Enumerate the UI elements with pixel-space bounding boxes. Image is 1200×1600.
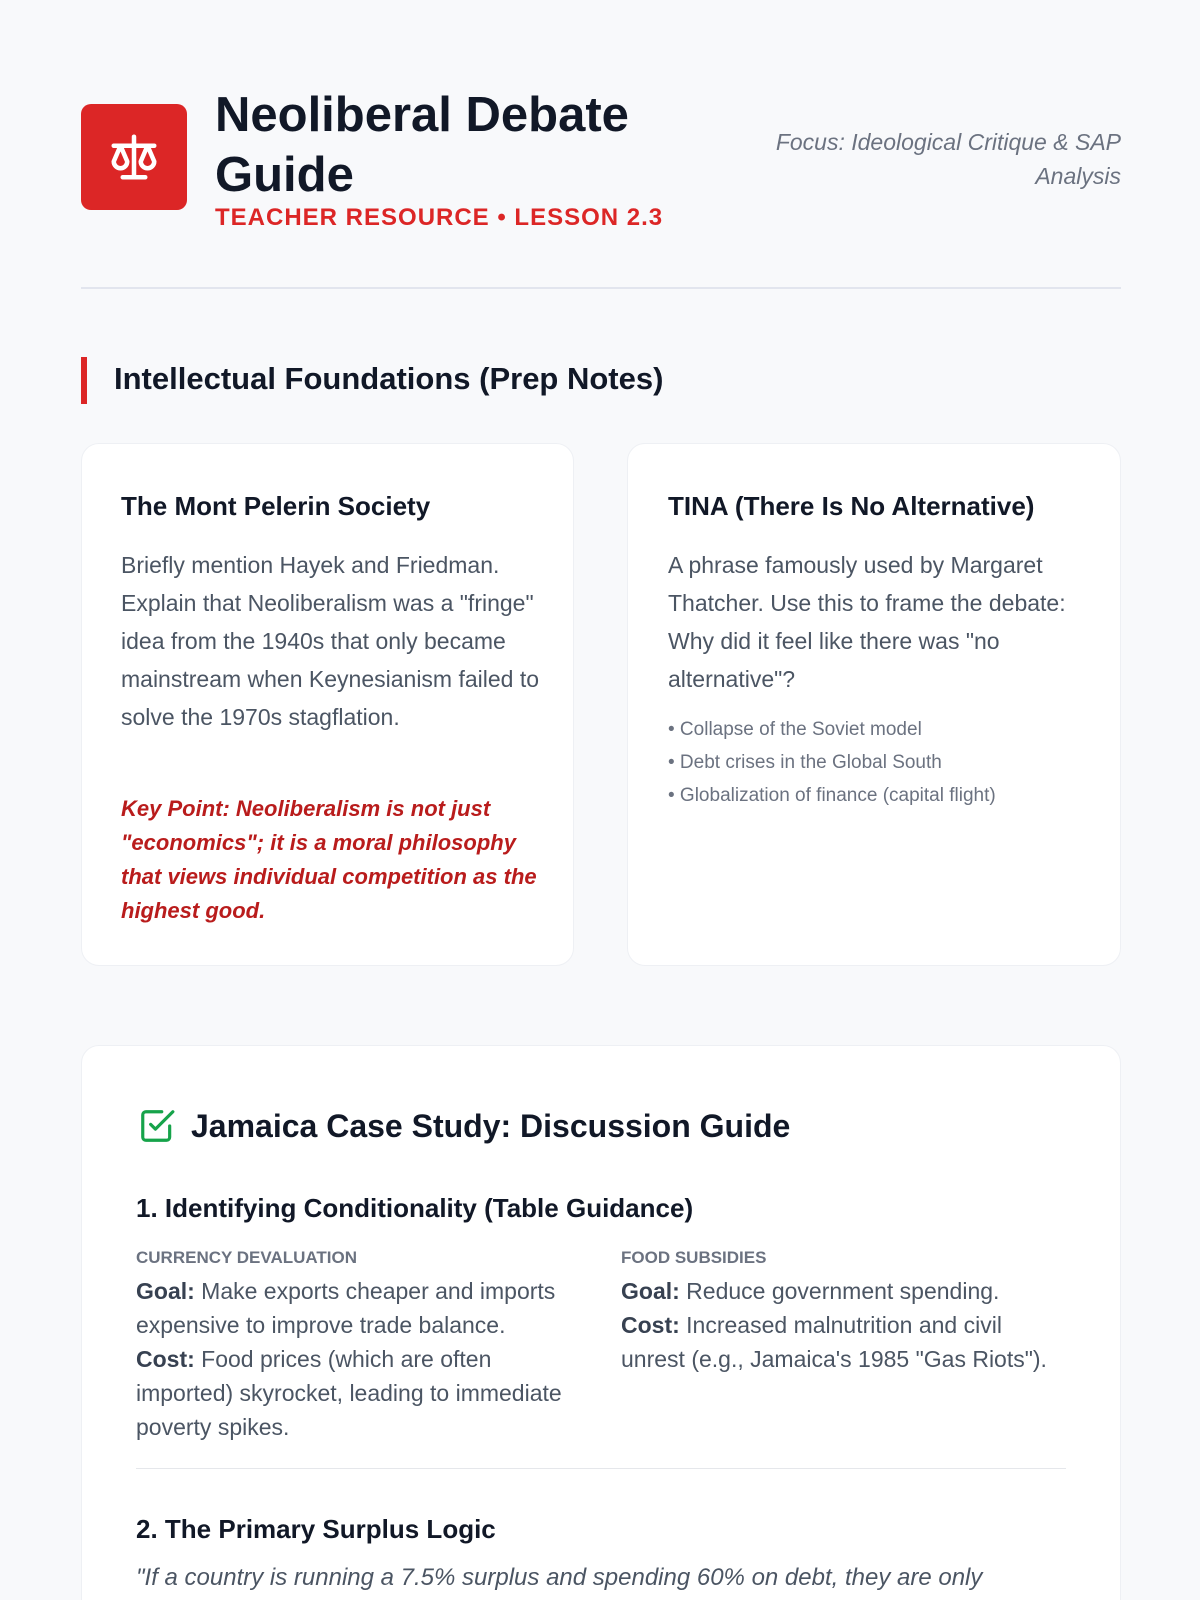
page-header (81, 85, 1121, 235)
checkbox-icon (138, 1107, 176, 1145)
discussion-guide-card (81, 1045, 1121, 1600)
card-body: A phrase famously used by Margaret Thatcher. Use this to frame the debate: Why did it feel like there was "no alternative"? (668, 552, 1066, 692)
header-divider (81, 287, 1121, 289)
goal-text: Reduce government spending. (679, 1278, 1000, 1304)
goal-label: Goal: (621, 1278, 680, 1304)
key-point: Key Point: Neoliberalism is not just "economics"; it is a moral philosophy that views individual competition as the highest good. (121, 796, 537, 923)
bullet-list (668, 713, 996, 812)
cost-label: Cost: (621, 1312, 680, 1338)
column-text (621, 1274, 1051, 1376)
scale-icon (107, 130, 161, 184)
cost-text: Food prices (which are often imported) skyrocket, leading to immediate poverty spikes. (136, 1346, 562, 1440)
column-label: FOOD SUBSIDIES (621, 1248, 767, 1267)
section-accent-bar (81, 357, 87, 404)
divider (136, 1468, 1066, 1469)
focus-note: Focus: Ideological Critique & SAP Analysis (775, 129, 1121, 189)
guide-title: Jamaica Case Study: Discussion Guide (191, 1107, 791, 1144)
logo (81, 104, 187, 210)
guide-header (138, 1107, 790, 1145)
column-text (136, 1274, 566, 1444)
list-item: • Collapse of the Soviet model (668, 719, 922, 740)
card-body: Briefly mention Hayek and Friedman. Explain that Neoliberalism was a "fringe" idea from the 1940s that only became mainstream when Keynesianism failed to solve the 1970s stagflation. (121, 552, 540, 730)
food-subsidies-column (621, 1248, 1051, 1376)
tina-card (627, 443, 1121, 966)
cost-text: Increased malnutrition and civil unrest (e.g., Jamaica's 1985 "Gas Riots"). (621, 1312, 1047, 1372)
currency-devaluation-column (136, 1248, 566, 1444)
list-item: • Globalization of finance (capital flight) (668, 785, 996, 806)
goal-text: Make exports cheaper and imports expensive to improve trade balance. (136, 1278, 556, 1338)
quote: "If a country is running a 7.5% surplus and spending 60% on debt, they are only (136, 1564, 983, 1591)
card-title: TINA (There Is No Alternative) (668, 491, 1035, 521)
page-subtitle: TEACHER RESOURCE • LESSON 2.3 (215, 204, 664, 231)
cost-label: Cost: (136, 1346, 195, 1372)
goal-label: Goal: (136, 1278, 195, 1304)
page-title: Neoliberal Debate Guide (215, 88, 629, 202)
mont-pelerin-card (81, 443, 574, 966)
card-title: The Mont Pelerin Society (121, 491, 431, 521)
question-2-title: 2. The Primary Surplus Logic (136, 1514, 496, 1544)
question-1-title: 1. Identifying Conditionality (Table Guidance) (136, 1193, 694, 1223)
list-item: • Debt crises in the Global South (668, 752, 942, 773)
column-label: CURRENCY DEVALUATION (136, 1248, 358, 1267)
section-title: Intellectual Foundations (Prep Notes) (114, 361, 664, 396)
